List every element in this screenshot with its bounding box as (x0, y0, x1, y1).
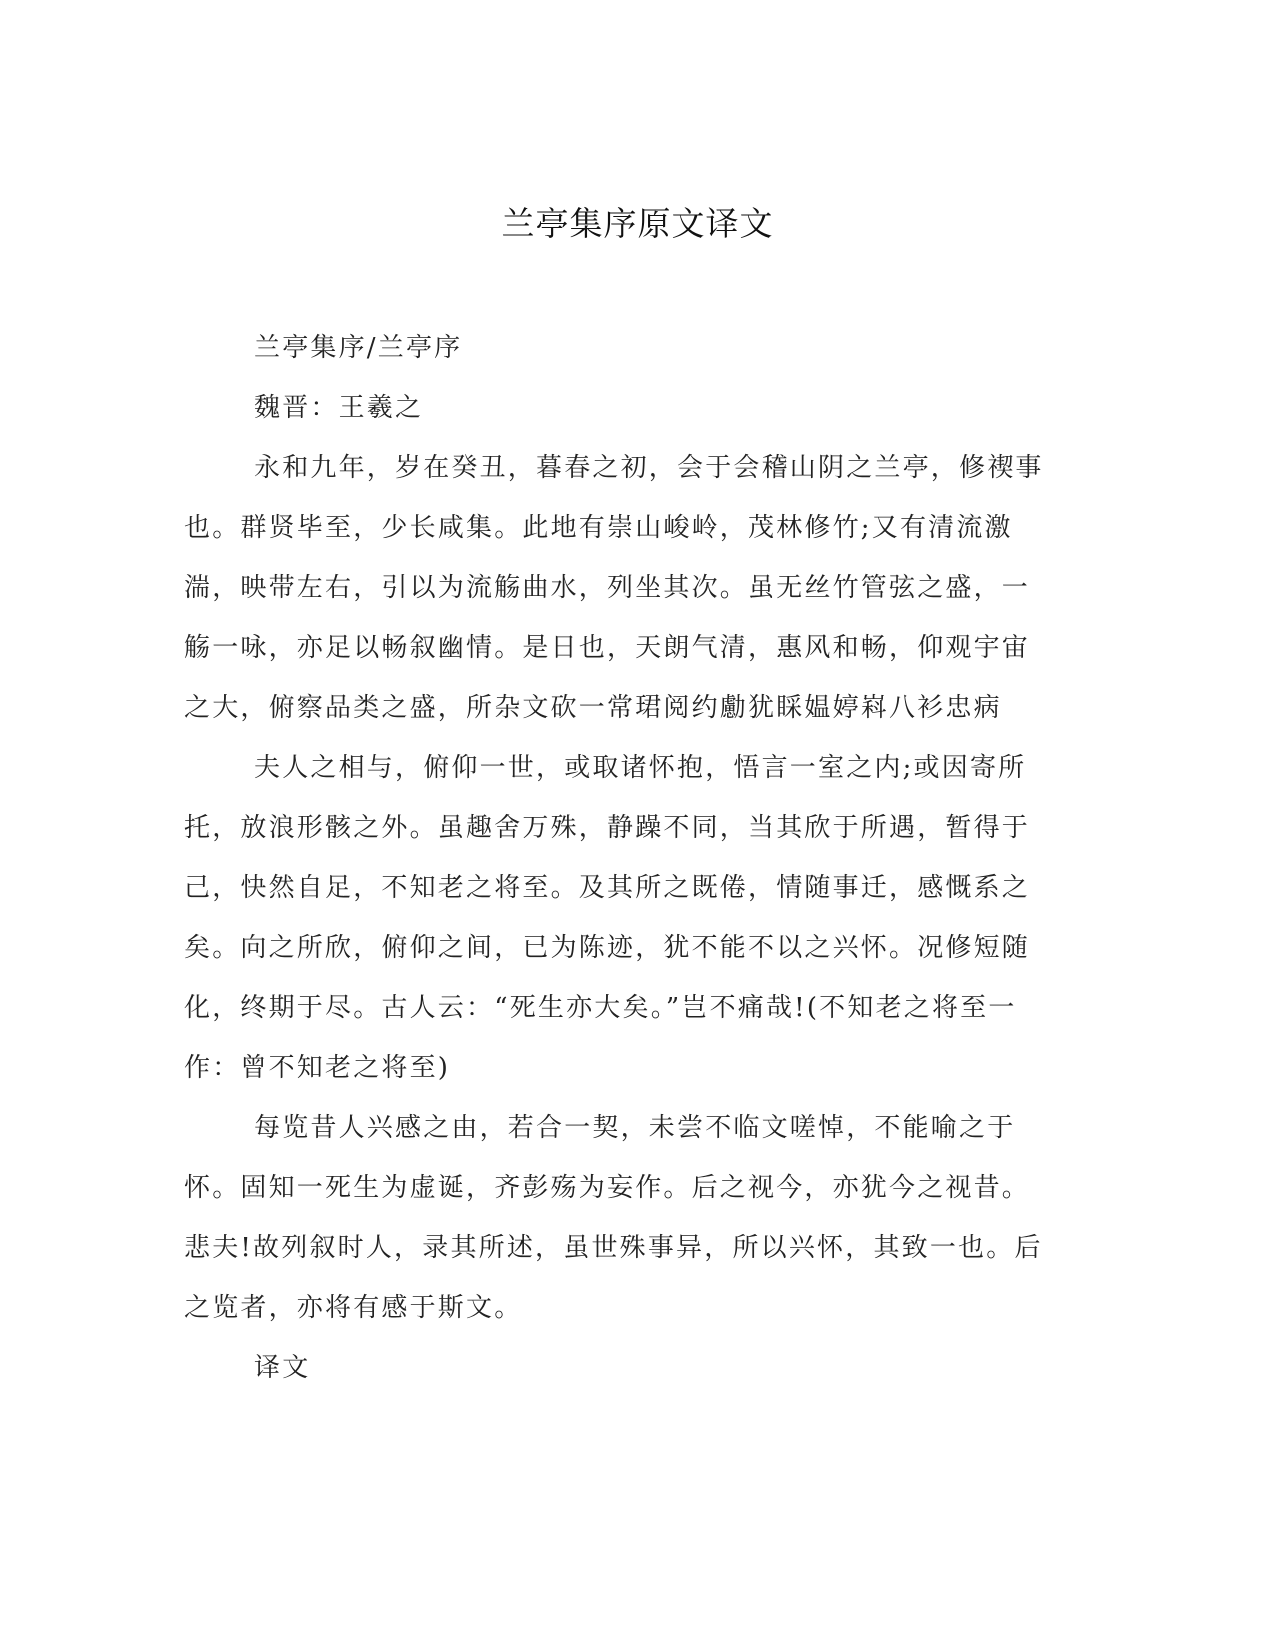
document-body (184, 318, 1044, 1398)
author-line: 魏晋：王羲之 (254, 393, 424, 423)
document-title: 兰亭集序原文译文 (501, 204, 774, 243)
poem-subtitle: 兰亭集序/兰亭序 (254, 333, 463, 363)
paragraph-1: 永和九年，岁在癸丑，暮春之初，会于会稽山阴之兰亭，修禊事也。群贤毕至，少长咸集。此地有崇山峻岭，茂林修竹;又有清流激湍，映带左右，引以为流觞曲水，列坐其次。虽无丝竹管弦之盛，一觞一咏，亦足以畅叙幽情。是日也，天朗气清，惠风和畅，仰观宇宙之大，俯察品类之盛，所杂文砍一常珺阅约勴犹睬媪婷嵙八衫忠病 (184, 453, 1044, 723)
paragraph-3: 每览昔人兴感之由，若合一契，未尝不临文嗟悼，不能喻之于怀。固知一死生为虚诞，齐彭殇为妄作。后之视今，亦犹今之视昔。悲夫!故列叙时人，录其所述，虽世殊事异，所以兴怀，其致一也。后之览者，亦将有感于斯文。 (184, 1113, 1043, 1323)
translation-heading: 译文 (254, 1353, 311, 1383)
paragraph-2: 夫人之相与，俯仰一世，或取诸怀抱，悟言一室之内;或因寄所托，放浪形骸之外。虽趣舍万殊，静躁不同，当其欣于所遇，暂得于己，快然自足，不知老之将至。及其所之既倦，情随事迁，感慨系之矣。向之所欣，俯仰之间，已为陈迹，犹不能不以之兴怀。况修短随化，终期于尽。古人云：“死生亦大矣。”岂不痛哉!(不知老之将至一作：曾不知老之将至) (184, 753, 1031, 1083)
